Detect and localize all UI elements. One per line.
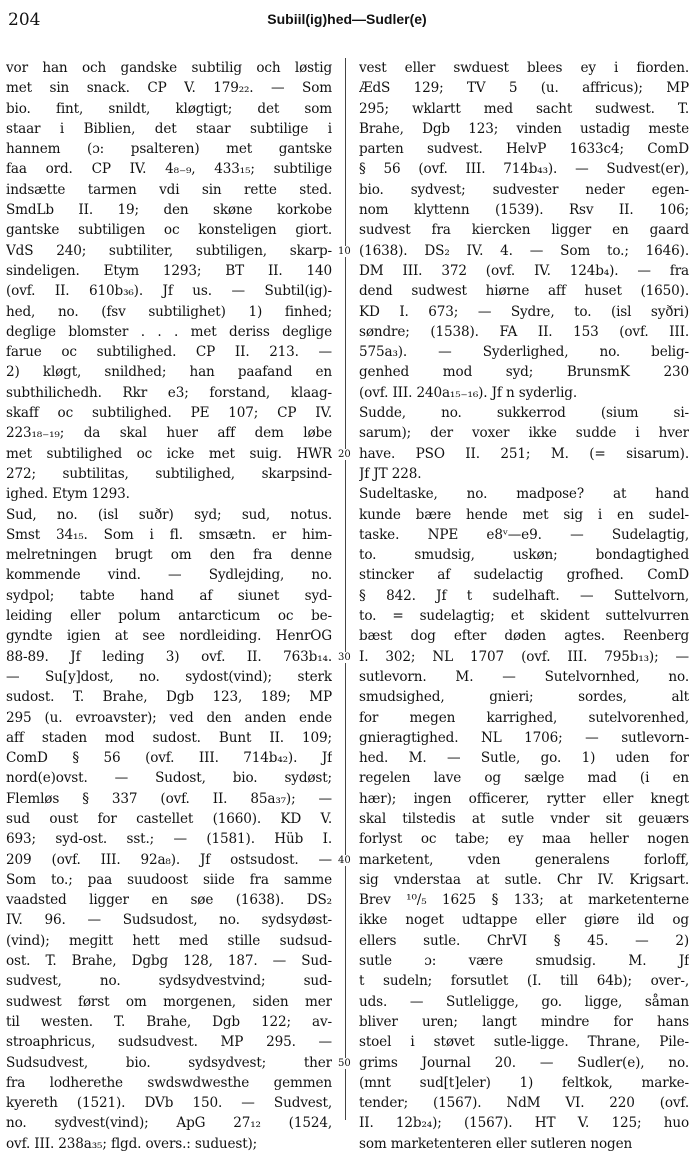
text-line: regelen lave og sælge mad (i en <box>359 770 689 787</box>
text-line: taske. NPE e8ᵛ—e9. — Sudelagtig, <box>359 526 689 543</box>
text-line: melretningen brugt om den fra denne <box>6 547 332 564</box>
text-line: Sud, no. (isl suðr) syd; sud, notus. <box>6 506 332 523</box>
text-line: Sudeltaske, no. madpose? at hand <box>359 486 689 503</box>
text-line: indsætte tarmen vdi sin rette sted. <box>6 181 332 198</box>
text-line: (vind); megitt hett med stille sudsud- <box>6 932 332 949</box>
text-line: stincker af sudelactig grofhed. ComD <box>359 567 689 584</box>
running-head: Subiil(ig)hed—Sudler(e) <box>267 11 427 27</box>
text-line: hed, no. (fsv subtilighet) 1) finhed; <box>6 303 332 320</box>
text-line: ÆdS 129; TV 5 (u. affricus); MP <box>359 80 689 97</box>
text-line: II. 12b₂₄); (1567). HT V. 125; huo <box>359 1115 689 1132</box>
text-line: dend sudwest hiørne aff huset (1650). <box>359 283 689 300</box>
text-line: nom klyttenn (1539). Rsv II. 106; <box>359 202 689 219</box>
text-line: kommende vind. — Sydlejding, no. <box>6 567 332 584</box>
text-line: met subtilighed oc icke met suig. HWR <box>6 445 332 462</box>
text-line: DM III. 372 (ovf. IV. 124b₄). — fra <box>359 262 689 279</box>
text-line: sig vnderstaa at sutle. Chr IV. Krigsart. <box>359 871 689 888</box>
text-line: 88-89. Jf leding 3) ovf. II. 763b₁₄. <box>6 648 332 665</box>
text-line: (mnt sud[t]eler) 1) feltkok, marke- <box>359 1074 689 1091</box>
text-line: grims Journal 20. — Sudler(e), no. <box>359 1054 689 1071</box>
text-line: (ovf. III. 240a₁₅₋₁₆). Jf n syderlig. <box>359 384 578 401</box>
text-line: skal tilstedis at sutle vnder sit geuærs <box>359 810 689 827</box>
text-line: nord(e)ovst. — Sudost, bio. sydøst; <box>6 770 332 787</box>
text-line: Brev ¹⁰/₅ 1625 § 133; at marketenterne <box>359 892 689 909</box>
text-line: smudsighed, gnieri; sordes, alt <box>359 689 689 706</box>
text-line: gyndte igien at see nordleiding. HenrOG <box>6 628 332 645</box>
text-line: gantske subtiligen oc konsteligen giort. <box>6 222 332 239</box>
text-line: til westen. T. Brahe, Dgb 122; av- <box>6 1013 332 1030</box>
text-line: aff staden mod sudost. Bunt II. 109; <box>6 729 332 746</box>
text-line: stoel i støvet sutle-ligge. Thrane, Pile- <box>359 1034 689 1051</box>
text-line: bio. fint, snildt, kløgtigt; det som <box>6 100 332 117</box>
line-marker: 50 <box>338 1057 351 1069</box>
text-line: sydpol; tabte hand af siunet syd- <box>6 587 332 604</box>
text-line: skaff oc subtilighed. PE 107; CP IV. <box>6 405 332 422</box>
column-rule <box>345 58 346 1120</box>
text-line: sudwest først om morgenen, siden mer <box>6 993 332 1010</box>
text-line: sindeligen. Etym 1293; BT II. 140 <box>6 262 332 279</box>
text-line: kunde bære hende met sig i en sudel- <box>359 506 689 523</box>
text-line: ighed. Etym 1293. <box>6 486 130 503</box>
text-line: t sudeln; forsutlet (I. till 64b); over-, <box>359 973 689 990</box>
text-line: SmdLb II. 19; den skøne korkobe <box>6 202 332 219</box>
text-line: for megen karrighed, sutelvorenhed, <box>359 709 689 726</box>
text-line: som marketenteren eller sutleren nogen <box>359 1135 633 1152</box>
text-line: Sudsudvest, bio. sydsydvest; ther <box>6 1054 332 1071</box>
text-line: 693; syd-ost. sst.; — (1581). Hüb I. <box>6 831 332 848</box>
text-line: — Su[y]dost, no. sydost(vind); sterk <box>6 668 332 685</box>
text-line: (ovf. II. 610b₃₆). Jf us. — Subtil(ig)- <box>6 283 332 300</box>
right-column <box>359 58 689 1154</box>
text-line: ovf. III. 238a₃₅; flgd. overs.: suduest); <box>6 1135 258 1152</box>
text-line: faa ord. CP IV. 4₈₋₉, 433₁₅; subtilige <box>6 161 332 178</box>
text-line: gnieragtighed. NL 1706; — sutlevorn- <box>359 729 689 746</box>
text-line: farue oc subtilighed. CP II. 213. — <box>6 344 332 361</box>
text-line: bliver uren; langt mindre for hans <box>359 1013 689 1030</box>
text-line: to. = sudelagtig; et skident suttelvurren <box>359 608 689 625</box>
text-line: Som to.; paa suudoost siide fra samme <box>6 871 332 888</box>
text-line: bio. sydvest; sudvester neder egen- <box>359 181 689 198</box>
text-line: (1638). DS₂ IV. 4. — Som to.; 1646). <box>359 242 689 259</box>
text-line: VdS 240; subtiliter, subtiligen, skarp- <box>6 242 332 259</box>
text-line: staar i Biblien, det staar subtilige i <box>6 120 332 137</box>
text-line: vest eller swduest blees ey i fiorden. <box>359 60 689 76</box>
text-line: forlyst oc tabe; ey maa heller nogen <box>359 831 689 848</box>
text-line: stroaphricus, sudsudvest. MP 295. — <box>6 1034 332 1051</box>
text-line: 223₁₈₋₁₉; da skal huer aff dem løbe <box>6 425 332 442</box>
text-line: § 56 (ovf. III. 714b₄₃). — Sudvest(er), <box>359 161 689 178</box>
page-number: 204 <box>8 10 41 30</box>
text-line: Jf JT 228. <box>359 465 422 482</box>
text-line: ellers sutle. ChrVI § 45. — 2) <box>359 932 689 949</box>
left-column <box>6 58 332 1154</box>
text-line: sutle ɔ: være smudsig. M. Jf <box>359 953 689 970</box>
text-line: hannem (ɔ: psalteren) met gantske <box>6 141 332 158</box>
text-line: 2) kløgt, snildhed; han paafand en <box>6 364 332 381</box>
text-line: leiding eller polum antarcticum oc be- <box>6 608 332 625</box>
text-line: tender; (1567). NdM VI. 220 (ovf. <box>359 1095 689 1112</box>
text-line: genhed mod syd; BrunsmK 230 <box>359 364 689 381</box>
text-line: 295 (u. evroavster); ved den anden ende <box>6 709 332 726</box>
text-line: kyereth (1521). DVb 150. — Sudvest, <box>6 1095 332 1112</box>
text-line: Flemløs § 337 (ovf. II. 85a₃₇); — <box>6 790 332 807</box>
text-line: sutlevorn. M. — Sutelvornhed, no. <box>359 668 689 685</box>
text-line: KD I. 673; — Sydre, to. (isl syðri) <box>359 303 689 320</box>
text-line: no. sydvest(vind); ApG 27₁₂ (1524, <box>6 1115 332 1132</box>
text-line: ost. T. Brahe, Dgbg 128, 187. — Sud- <box>6 953 332 970</box>
text-line: sarum); der voxer ikke sudde i hver <box>359 425 689 442</box>
text-line: I. 302; NL 1707 (ovf. III. 795b₁₃); — <box>359 648 689 665</box>
text-line: ComD § 56 (ovf. III. 714b₄₂). Jf <box>6 750 332 767</box>
text-line: parten sudvest. HelvP 1633c4; ComD <box>359 141 689 158</box>
text-line: have. PSO II. 251; M. (= sisarum). <box>359 445 689 462</box>
text-line: vor han och gandske subtilig och løstig <box>6 60 332 76</box>
text-line: sudvest, no. sydsydvestvind; sud- <box>6 973 332 990</box>
text-line: vaadsted ligger en søe (1638). DS₂ <box>6 892 332 909</box>
text-line: hær); ingen officerer, rytter eller knegt <box>359 790 689 807</box>
text-line: 575a₃). — Syderlighed, no. belig- <box>359 344 689 361</box>
text-line: bæst dog efter døden agtes. Reenberg <box>359 628 689 645</box>
text-line: søndre; (1538). FA II. 153 (ovf. III. <box>359 323 689 340</box>
line-marker: 10 <box>338 245 351 257</box>
text-line: subthilichedh. Rkr e3; forstand, klaag- <box>6 384 332 401</box>
text-line: sud oust for castellet (1660). KD V. <box>6 810 332 827</box>
text-line: uds. — Sutleligge, go. ligge, såman <box>359 993 689 1010</box>
text-line: deglige blomster . . . met deriss deglige <box>6 323 332 340</box>
page-header <box>8 10 686 36</box>
line-marker: 20 <box>338 448 351 460</box>
text-line: sudvest fra kiercken ligger en gaard <box>359 222 689 239</box>
line-marker: 40 <box>338 854 351 866</box>
text-line: ikke noget udtappe eller giøre ild og <box>359 912 689 929</box>
text-line: 295; wklartt med sacht sudwest. T. <box>359 100 689 117</box>
text-line: § 842. Jf t sudelhaft. — Suttelvorn, <box>359 587 689 604</box>
text-line: IV. 96. — Sudsudost, no. sydsydøst- <box>6 912 332 929</box>
text-line: met sin snack. CP V. 179₂₂. — Som <box>6 80 332 97</box>
text-line: hed. M. — Sutle, go. 1) uden for <box>359 750 689 767</box>
text-line: fra lodherethe swdswdwesthe gemmen <box>6 1074 332 1091</box>
text-line: 209 (ovf. III. 92a₈). Jf ostsudost. — <box>6 851 332 868</box>
text-line: 272; subtilitas, subtilighed, skarpsind- <box>6 465 332 482</box>
text-line: marketent, vden generalens forloff, <box>359 851 689 868</box>
text-line: sudost. T. Brahe, Dgb 123, 189; MP <box>6 689 332 706</box>
text-line: Sudde, no. sukkerrod (sium si- <box>359 405 689 422</box>
text-line: Brahe, Dgb 123; vinden ustadig meste <box>359 120 689 137</box>
line-marker: 30 <box>338 651 351 663</box>
text-line: Smst 34₁₅. Som i fl. smsætn. er him- <box>6 526 332 543</box>
text-line: to. smudsig, uskøn; bondagtighed <box>359 547 689 564</box>
